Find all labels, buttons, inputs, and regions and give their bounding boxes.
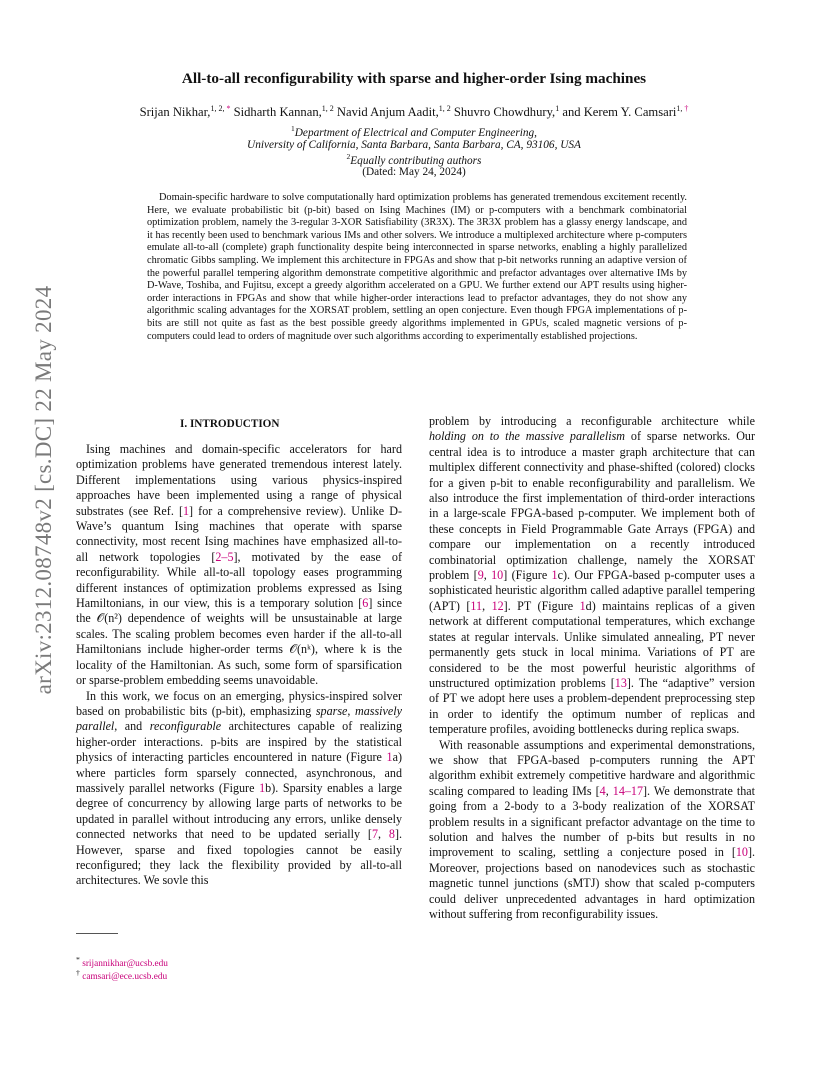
email-link[interactable]: camsari@ece.ucsb.edu xyxy=(82,972,168,983)
affiliation-line-1: $^1$Department of Electrical and Computer Engineering, xyxy=(291,124,537,139)
affiliation-line-2: University of California, Santa Barbara, Santa Barbara, CA, 93106, USA xyxy=(247,139,581,151)
citation-link[interactable]: 10 xyxy=(491,568,504,583)
citation-link[interactable]: 2–5 xyxy=(215,549,234,564)
citation-link[interactable]: 13 xyxy=(614,675,627,690)
paragraph: Ising machines and domain-specific accelerators for hard optimization problems have generated tremendous interest lately. Different implementations using various physics-inspired approaches have been implemented using a range of physical substrates (see Ref. [1] for a comprehensive review). Unlike D-Wave’s quantum Ising machines that operate with sparse connectivity, most recent Ising machines have emphasized all-to-all network topologies [2–5], motivated by the ease of reconfigurability. While all-to-all topology eases programming different instances of optimization problems expressed as Ising Hamiltonians, in our view, this is a temporary solution [6] since the 𝒪(n²) dependence of weights will be unsustainable at large scales. The scaling problem becomes even harder if the all-to-all Hamiltonians include higher-order terms 𝒪(nᵏ), where k is the locality of the Hamiltonian. As such, some form of sparsification or sparse-problem embedding seems unavoidable. xyxy=(76,442,402,688)
paper-title: All-to-all reconfigurability with sparse and higher-order Ising machines xyxy=(181,70,647,87)
arxiv-stamp-text: arXiv:2312.08748v2 [cs.DC] 22 May 2024 xyxy=(31,285,56,695)
figure-link[interactable]: 1 xyxy=(551,568,558,583)
author: and Kerem Y. Camsari$^{1, \dagger}$ xyxy=(562,104,689,120)
citation-link[interactable]: 11 xyxy=(470,598,483,613)
figure-link[interactable]: 1 xyxy=(386,750,393,765)
figure-link[interactable]: 1 xyxy=(579,598,586,613)
paragraph: problem by introducing a reconfigurable architecture while holding on to the massive parallelism of sparse networks. Our central idea is to introduce a master graph architecture that can multiplex different connectivity and phase-shifted (colored) clocks for a given p-bit to enable reconfigurability and parallelism. We also introduce the first implementation of third-order interactions in a large-scale FPGA-based p-computer. We implement both of these concepts in Field Programmable Gate Arrays (FPGA) and compare our implementation on a recently introduced combinatorial optimization challenge, namely the XORSAT problem [9, 10] (Figure 1c). Our FPGA-based p-computer uses a sophisticated heuristic algorithm called adaptive parallel tempering (APT) [11, 12]. PT (Figure 1d) maintains replicas of a given network at different computational temperatures, which exchange states at regular intervals. Unlike simulated annealing, PT never permanently gets stuck in local minima. Variations of PT are considered to be the most powerful heuristic algorithms of unstructured optimization problems [13]. The “adaptive” version of PT we adopt here uses a problem-dependent preprocessing step in order to identify the optimum number of replicas and temperature profiles, avoiding bottlenecks during replica swaps. xyxy=(429,414,755,737)
section-heading: I. INTRODUCTION xyxy=(180,418,280,430)
email-link[interactable]: srijannikhar@ucsb.edu xyxy=(82,959,168,970)
author: Navid Anjum Aadit,$^{1, 2}$ xyxy=(336,104,451,120)
author-list xyxy=(0,104,828,120)
paragraph: With reasonable assumptions and experimental demonstrations, we show that FPGA-based p-computers running the APT algorithm exhibit extremely competitive hardware and algorithmic scaling compared to leading IMs [4, 14–17]. We demonstrate that going from a 2-body to a 3-body realization of the XORSAT problem results in a significant prefactor advantage on the time to solution and halves the number of p-bits but results in no improvement to scaling, settling a conjecture posed in [10]. Moreover, projections based on nanodevices such as stochastic magnetic tunnel junctions (sMTJ) show that scaled p-computers could deliver unprecedented advantages in hard optimization without suffering from reconfigurability issues. xyxy=(429,737,756,921)
citation-link[interactable]: 4 xyxy=(599,783,606,798)
citation-link[interactable]: 14–17 xyxy=(612,783,643,798)
paragraph: In this work, we focus on an emerging, physics-inspired solver based on probabilistic bits (p-bit), emphasizing sparse, massively parallel, and reconfigurable architectures capable of realizing higher-order interactions. p-bits are inspired by the statistical physics of interacting particles encountered in nature (Figure 1a) where particles form sparsely connected, asynchronous, and massively parallel networks (Figure 1b). Sparsity enables a large degree of concurrency by allowing large parts of networks to be updated in parallel without introducing any errors, unlike densely connected networks that need to be updated serially [7, 8]. However, sparse and fixed topologies cannot be easily reconfigured; they lack the flexibility provided by all-to-all architectures. We sovle this xyxy=(76,688,402,888)
author: Srijan Nikhar,$^{1, 2, *}$ xyxy=(139,104,231,120)
author: Shuvro Chowdhury,$^1$ xyxy=(453,104,560,120)
author: Sidharth Kannan,$^{1, 2}$ xyxy=(233,104,334,120)
citation-link[interactable]: 10 xyxy=(735,845,748,860)
citation-link[interactable]: 1 xyxy=(183,503,190,518)
arxiv-identifier-stamp xyxy=(24,280,64,700)
footnote: † camsari@ece.ucsb.edu xyxy=(76,968,168,983)
figure-link[interactable]: 1 xyxy=(259,780,266,795)
right-column xyxy=(429,414,755,922)
citation-link[interactable]: 6 xyxy=(362,596,369,611)
citation-link[interactable]: 9 xyxy=(477,568,484,583)
footnote-divider xyxy=(76,933,118,934)
citation-link[interactable]: 8 xyxy=(388,827,395,842)
footnote: * srijannikhar@ucsb.edu xyxy=(76,955,168,970)
affiliation-equal-contribution: $^2$Equally contributing authors xyxy=(346,152,482,167)
dated-line: (Dated: May 24, 2024) xyxy=(362,166,466,178)
citation-link[interactable]: 12 xyxy=(491,598,504,613)
abstract: Domain-specific hardware to solve computationally hard optimization problems has generated tremendous excitement recently. Here, we evaluate probabilistic bit (p-bit) based on Ising Machines (IM) or p-computers with a benchmark combinatorial optimization problem, namely the 3-regular 3-XOR Satisfiability (3R3X). The 3R3X problem has a glassy energy landscape, and it has recently been used to benchmark various IMs and other solvers. We introduce a multiplexed architecture where p-computers emulate all-to-all (complete) graph functionality despite being interconnected in sparse networks, enabling a highly parallelized chromatic Gibbs sampling. We implement this architecture in FPGAs and show that p-bit networks running an adaptive version of the powerful parallel tempering algorithm demonstrate competitive algorithmic and prefactor advantages over alternative IMs by D-Wave, Toshiba, and Fujitsu, except a greedy algorithm accelerated on a GPU. We further extend our APT results using higher-order interactions in FPGAs and show that while higher-order interactions lead to prefactor advantages, they do not show any algorithmic scaling advantages for the XORSAT problem, settling an open conjecture. Even though FPGA implementations of p-bits are still not quite as fast as the best possible greedy algorithms implemented in GPUs, scaled magnetic versions of p-computers could lead to orders of magnitude over such algorithms according to experimentally established projections. xyxy=(147,192,687,342)
left-column xyxy=(76,442,402,889)
citation-link[interactable]: 7 xyxy=(371,827,378,842)
